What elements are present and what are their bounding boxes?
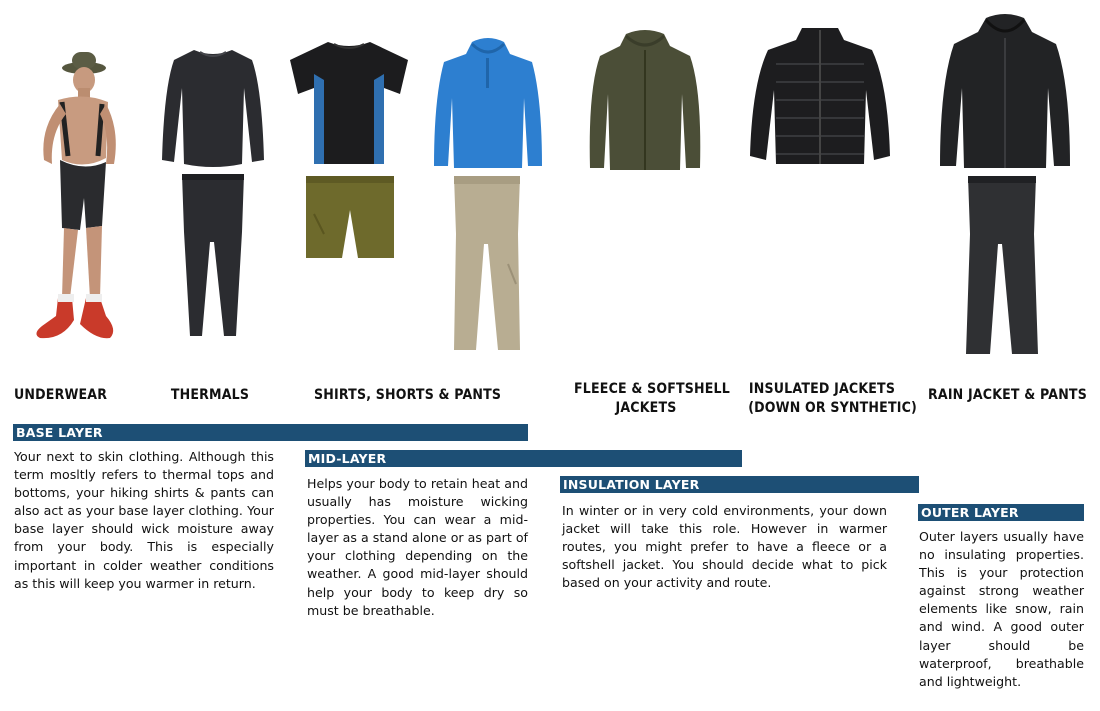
blue-hoodie-image	[432, 38, 544, 170]
insulated-down-jacket-image	[748, 24, 892, 166]
rain-jacket-image	[938, 14, 1072, 170]
insulation-layer-bar: INSULATION LAYER	[560, 476, 919, 493]
fleece-softshell-jacket-image	[586, 30, 704, 174]
insulation-layer-description: In winter or in very cold environments, your down jacket will take this role. However in warmer routes, you might prefer to have a fleece or a softshell jacket. You should decide what to pick based on your activity and route.	[562, 503, 887, 591]
category-shirts-shorts-pants: SHIRTS, SHORTS & PANTS	[314, 387, 502, 403]
category-underwear: UNDERWEAR	[14, 387, 108, 403]
category-insulated-line2: (DOWN OR SYNTHETIC)	[748, 400, 917, 416]
category-fleece-line2: JACKETS	[615, 400, 677, 416]
base-layer-bar: BASE LAYER	[13, 424, 528, 441]
category-fleece-line1: FLEECE & SOFTSHELL	[574, 381, 730, 397]
rain-pants-image	[964, 174, 1040, 356]
category-insulated-line1: INSULATED JACKETS	[748, 381, 896, 397]
category-fleece-softshell	[574, 380, 730, 418]
shorts-image	[304, 174, 396, 260]
outer-layer-bar: OUTER LAYER	[918, 504, 1084, 521]
mid-layer-bar: MID-LAYER	[305, 450, 742, 467]
khaki-pants-image	[450, 174, 524, 352]
category-insulated-jackets	[748, 380, 917, 418]
hiker-underwear-image	[18, 48, 118, 343]
thermal-bottom-image	[178, 172, 248, 338]
outer-layer-description: Outer layers usually have no insulating properties. This is your protection against strong weather elements like snow, rain and wind. A good outer layer should be waterproof, breathable and lightweight.	[919, 529, 1084, 689]
mid-layer-description: Helps your body to retain heat and usually has moisture wicking properties. You can wear a mid-layer as a stand alone or as part of your clothing depending on the weather. A good mid-layer should help your body to keep dry so must be breathable.	[307, 476, 528, 618]
category-thermals: THERMALS	[170, 387, 250, 403]
category-rain-jacket-pants: RAIN JACKET & PANTS	[928, 387, 1087, 403]
tshirt-image	[288, 40, 410, 166]
thermal-top-image	[160, 48, 266, 168]
base-layer-description: Your next to skin clothing. Although this term mosltly refers to thermal tops and bottoms, your hiking shirts & pants can also act as your base layer clothing. Your base layer should wick moisture away from your body. This is especially important in colder weather conditions as this will keep you warmer in return.	[14, 449, 274, 591]
